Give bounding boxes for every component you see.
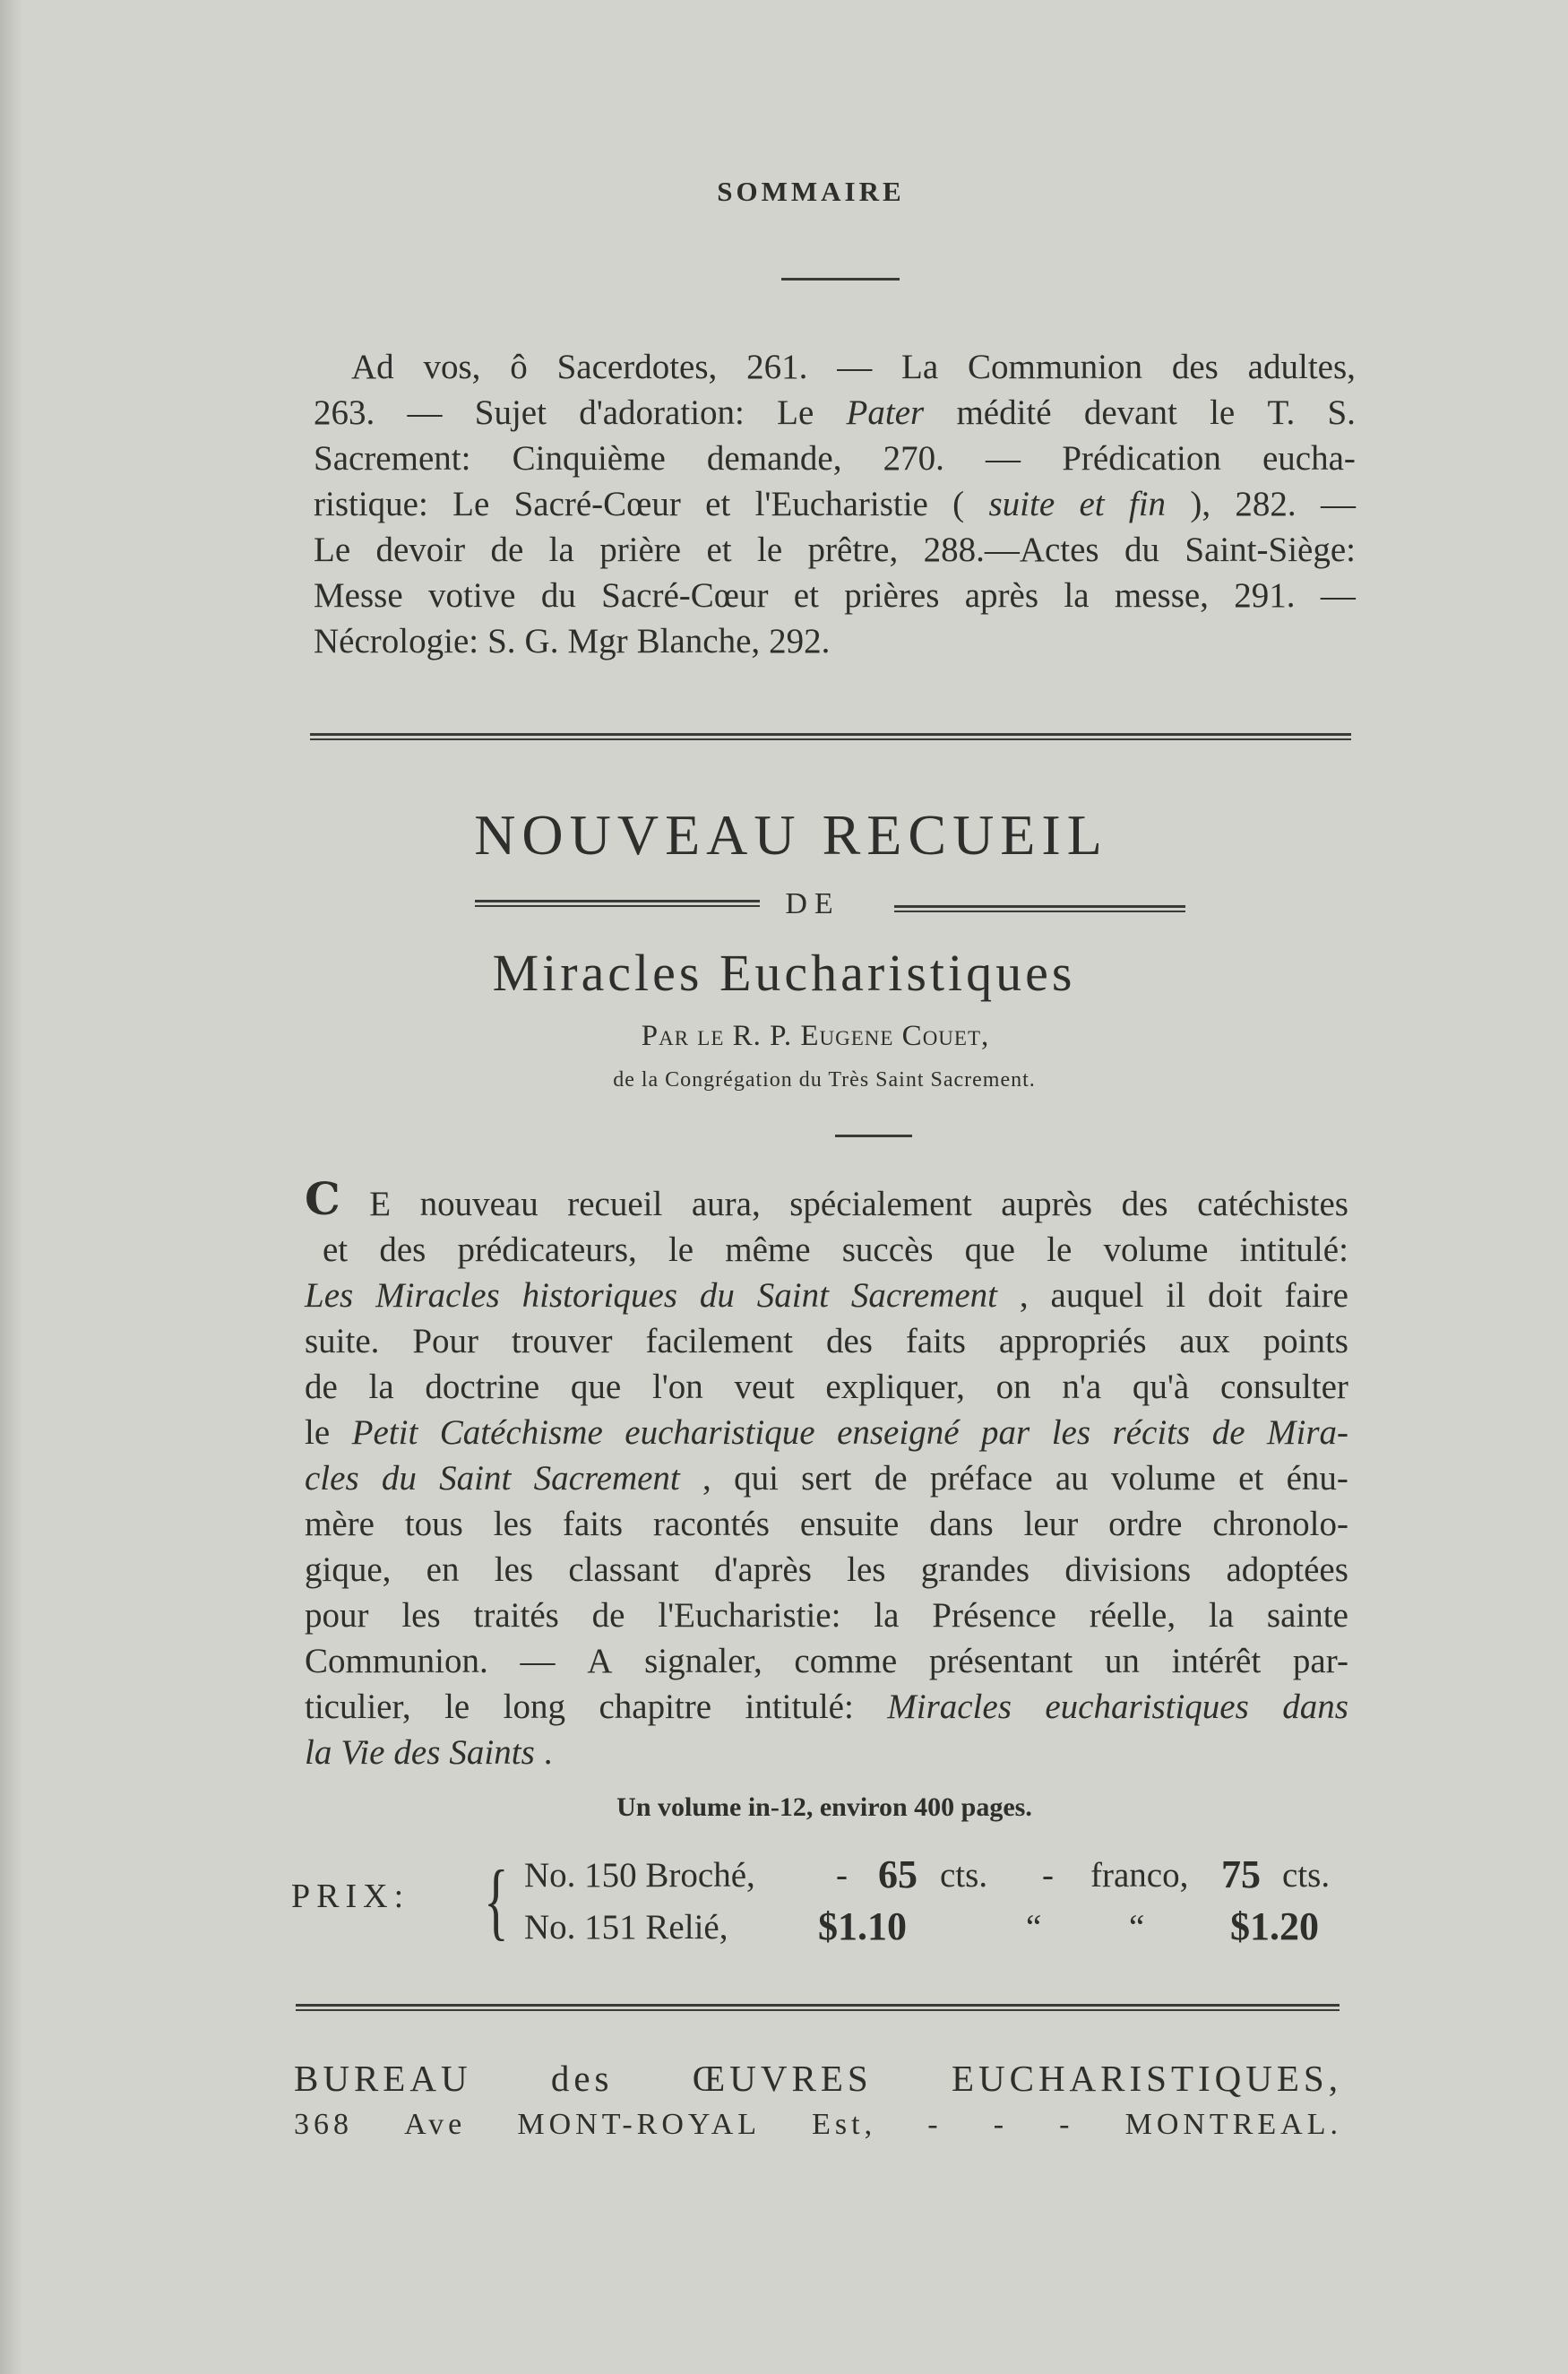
word: Sacrement: bbox=[314, 439, 471, 478]
word: un bbox=[1104, 1642, 1140, 1680]
text-line bbox=[314, 481, 1356, 527]
word: l'Eucharistie bbox=[754, 485, 928, 523]
publisher-address bbox=[294, 2108, 1342, 2142]
word: Le bbox=[777, 393, 814, 432]
word: de bbox=[305, 1368, 338, 1406]
word: spécialement bbox=[789, 1185, 972, 1223]
word: , bbox=[702, 1459, 711, 1498]
italic-word: historiques bbox=[521, 1276, 677, 1315]
italic-word: enseigné bbox=[837, 1413, 960, 1452]
drop-cap: C bbox=[305, 1172, 340, 1225]
word: adoptées bbox=[1226, 1550, 1348, 1589]
word: et bbox=[705, 485, 731, 523]
word: doit bbox=[1207, 1276, 1262, 1315]
word: ristique: bbox=[314, 485, 428, 523]
price-unit: cts. bbox=[940, 1856, 988, 1895]
word: le bbox=[305, 1413, 331, 1452]
word: en bbox=[426, 1550, 460, 1589]
franco-label: “ bbox=[1129, 1908, 1145, 1947]
sommaire-title: SOMMAIRE bbox=[717, 176, 905, 207]
word: le bbox=[668, 1230, 694, 1269]
franco-label: franco, bbox=[1090, 1856, 1189, 1895]
word: aura, bbox=[691, 1185, 761, 1223]
word: du bbox=[540, 576, 576, 615]
franco-unit: cts. bbox=[1282, 1856, 1331, 1895]
word: — bbox=[520, 1642, 556, 1680]
address-part: MONT-ROYAL bbox=[517, 2108, 762, 2141]
italic-word: Petit bbox=[351, 1413, 418, 1452]
word: le bbox=[1210, 393, 1236, 432]
word: succès bbox=[841, 1230, 934, 1269]
word: faits bbox=[905, 1322, 966, 1360]
word: votive bbox=[428, 576, 516, 615]
word: facilement bbox=[645, 1322, 794, 1360]
word: et bbox=[1238, 1459, 1264, 1498]
publisher-name bbox=[294, 2057, 1342, 2100]
word: de bbox=[591, 1596, 625, 1635]
word: les bbox=[493, 1505, 533, 1543]
word: 288.—Actes bbox=[923, 531, 1099, 569]
address-part: 368 bbox=[294, 2108, 353, 2141]
price-separator: “ bbox=[1026, 1908, 1042, 1947]
word: gique, bbox=[305, 1550, 392, 1589]
text-line bbox=[314, 618, 1356, 664]
word: traités bbox=[473, 1596, 559, 1635]
word: ordre bbox=[1108, 1505, 1183, 1543]
italic-word: Miracles bbox=[887, 1688, 1012, 1726]
word: chapitre bbox=[599, 1688, 712, 1726]
italic-word: par bbox=[981, 1413, 1030, 1452]
word: tous bbox=[404, 1505, 463, 1543]
address-part: Est, bbox=[812, 2108, 877, 2141]
italic-word: dans bbox=[1282, 1688, 1348, 1726]
price-label: PRIX: bbox=[291, 1878, 410, 1915]
word: au bbox=[1055, 1459, 1089, 1498]
word: le bbox=[1047, 1230, 1073, 1269]
word: des bbox=[825, 1322, 873, 1360]
word: la bbox=[368, 1368, 394, 1406]
word: l'Eucharistie: bbox=[658, 1596, 841, 1635]
price-value: 65 bbox=[878, 1852, 918, 1896]
word: Sacré-Cœur bbox=[601, 576, 769, 615]
word: G. bbox=[524, 622, 559, 660]
text-line bbox=[314, 344, 1356, 390]
italic-word: Pater bbox=[846, 393, 925, 432]
address-part: Ave bbox=[404, 2108, 467, 2141]
word: ( bbox=[952, 485, 965, 523]
word: prières bbox=[844, 576, 940, 615]
word: Prédication bbox=[1062, 439, 1221, 478]
word: Messe bbox=[314, 576, 403, 615]
word: Sacerdotes, bbox=[556, 348, 718, 386]
word: qui bbox=[734, 1459, 779, 1498]
word: E bbox=[369, 1185, 392, 1223]
text-line bbox=[314, 527, 1356, 573]
word: ), bbox=[1190, 485, 1211, 523]
italic-word: Catéchisme bbox=[439, 1413, 603, 1452]
footer-divider bbox=[296, 2004, 1340, 2011]
word: des bbox=[379, 1230, 426, 1269]
word: après bbox=[964, 576, 1039, 615]
word: sainte bbox=[1266, 1596, 1348, 1635]
volume-info: Un volume in-12, environ 400 pages. bbox=[616, 1792, 1032, 1822]
word: réelle, bbox=[1089, 1596, 1176, 1635]
word: La bbox=[901, 348, 939, 386]
word: classant bbox=[568, 1550, 679, 1589]
italic-word: Saint bbox=[439, 1459, 512, 1498]
word: grandes bbox=[920, 1550, 1030, 1589]
section-divider bbox=[310, 733, 1351, 740]
word: Blanche, bbox=[636, 622, 761, 660]
word: Saint-Siège: bbox=[1185, 531, 1356, 569]
price-value: $1.10 bbox=[818, 1904, 907, 1948]
de-rule-right bbox=[894, 905, 1185, 912]
word: prière bbox=[599, 531, 682, 569]
word: Cinquième bbox=[512, 439, 666, 478]
price-separator: - bbox=[1042, 1856, 1054, 1895]
word: Nécrologie: bbox=[314, 622, 479, 660]
word: aux bbox=[1179, 1322, 1230, 1360]
word: médité bbox=[956, 393, 1052, 432]
italic-word: fin bbox=[1128, 485, 1167, 523]
italic-word: suite bbox=[988, 485, 1055, 523]
word: Sacré-Cœur bbox=[513, 485, 681, 523]
word: expliquer, bbox=[825, 1368, 965, 1406]
word: les bbox=[847, 1550, 886, 1589]
word: ensuite bbox=[799, 1505, 900, 1543]
word: on bbox=[995, 1368, 1031, 1406]
italic-word: cles bbox=[305, 1459, 359, 1498]
word: de bbox=[490, 531, 524, 569]
italic-word: Les bbox=[305, 1276, 354, 1315]
word: — bbox=[407, 393, 443, 432]
word: . bbox=[543, 1733, 553, 1772]
italic-word: Vie bbox=[340, 1733, 385, 1772]
word: suite. bbox=[305, 1322, 380, 1360]
italic-word: récits bbox=[1112, 1413, 1191, 1452]
word: — bbox=[1320, 576, 1356, 615]
word: auprès bbox=[1001, 1185, 1093, 1223]
word: messe, bbox=[1114, 576, 1209, 615]
text-line bbox=[305, 1501, 1348, 1547]
word: le bbox=[444, 1688, 470, 1726]
word: S. bbox=[1327, 393, 1356, 432]
italic-word: eucharistiques bbox=[1045, 1688, 1249, 1726]
word: catéchistes bbox=[1197, 1185, 1348, 1223]
word: la bbox=[1064, 576, 1090, 615]
italic-word: Saints bbox=[449, 1733, 535, 1772]
word: — bbox=[1320, 485, 1356, 523]
word: et bbox=[706, 531, 732, 569]
word: faits bbox=[562, 1505, 624, 1543]
word: il bbox=[1166, 1276, 1186, 1315]
book-subtitle: Miracles Eucharistiques bbox=[492, 944, 1076, 1002]
book-description bbox=[305, 1172, 1348, 1775]
word: d'après bbox=[714, 1550, 812, 1589]
text-line bbox=[314, 390, 1356, 436]
text-line bbox=[305, 1410, 1348, 1455]
book-title: NOUVEAU RECUEIL bbox=[474, 803, 1108, 867]
word: que bbox=[570, 1368, 622, 1406]
title-rule bbox=[781, 278, 900, 281]
word: le bbox=[757, 531, 783, 569]
word: — bbox=[837, 348, 873, 386]
word: leur bbox=[1023, 1505, 1079, 1543]
word: et bbox=[793, 576, 819, 615]
word: T. bbox=[1267, 393, 1296, 432]
publisher-word: des bbox=[550, 2058, 614, 2099]
word: la bbox=[1208, 1596, 1235, 1635]
word: divisions bbox=[1064, 1550, 1192, 1589]
word: énu- bbox=[1286, 1459, 1348, 1498]
italic-word: Sacrement bbox=[533, 1459, 680, 1498]
word: S. bbox=[487, 622, 516, 660]
word: — bbox=[986, 439, 1021, 478]
address-part: - bbox=[927, 2108, 943, 2141]
word: prêtre, bbox=[807, 531, 899, 569]
word: vos, bbox=[423, 348, 481, 386]
word: la bbox=[874, 1596, 900, 1635]
word: 292. bbox=[769, 622, 831, 660]
word: sert bbox=[801, 1459, 852, 1498]
word: 261. bbox=[746, 348, 808, 386]
text-line bbox=[305, 1364, 1348, 1410]
price-dash: - bbox=[836, 1856, 848, 1895]
italic-word: Miracles bbox=[375, 1276, 500, 1315]
word: que bbox=[964, 1230, 1015, 1269]
text-line bbox=[305, 1273, 1348, 1318]
text-line bbox=[305, 1227, 1348, 1273]
word: Mgr bbox=[567, 622, 628, 660]
word: du bbox=[1124, 531, 1159, 569]
text-line bbox=[305, 1730, 1348, 1775]
italic-word: eucharistique bbox=[625, 1413, 815, 1452]
italic-word: Sacrement bbox=[850, 1276, 997, 1315]
word: racontés bbox=[653, 1505, 770, 1543]
text-line bbox=[305, 1684, 1348, 1730]
text-line bbox=[314, 436, 1356, 481]
author-rule bbox=[835, 1135, 912, 1137]
word: 270. bbox=[883, 439, 944, 478]
word: des bbox=[1121, 1185, 1168, 1223]
italic-word: Saint bbox=[756, 1276, 829, 1315]
text-line bbox=[305, 1547, 1348, 1593]
text-line bbox=[305, 1638, 1348, 1684]
word: trouver bbox=[511, 1322, 613, 1360]
italic-word: du bbox=[381, 1459, 417, 1498]
text-line bbox=[305, 1172, 1348, 1227]
price-item: No. 151 Relié, bbox=[524, 1908, 728, 1947]
word: dans bbox=[929, 1505, 994, 1543]
word: consulter bbox=[1219, 1368, 1348, 1406]
word: eucha- bbox=[1262, 439, 1356, 478]
book-congregation: de la Congrégation du Très Saint Sacrement. bbox=[613, 1068, 1036, 1092]
word: Ad bbox=[351, 348, 394, 386]
word: Sujet bbox=[474, 393, 547, 432]
word: 263. bbox=[314, 393, 375, 432]
address-part: MONTREAL. bbox=[1124, 2108, 1342, 2141]
italic-word: la bbox=[305, 1733, 332, 1772]
word: appropriés bbox=[998, 1322, 1147, 1360]
sommaire-text bbox=[314, 344, 1356, 664]
word: pour bbox=[305, 1596, 369, 1635]
word: recueil bbox=[567, 1185, 663, 1223]
word: même bbox=[725, 1230, 811, 1269]
word: intérêt bbox=[1171, 1642, 1262, 1680]
word: signaler, bbox=[644, 1642, 762, 1680]
word: comme bbox=[794, 1642, 898, 1680]
italic-word: et bbox=[1079, 485, 1105, 523]
word: auquel bbox=[1050, 1276, 1144, 1315]
word: la bbox=[548, 531, 574, 569]
italic-word: Mira- bbox=[1267, 1413, 1348, 1452]
word: intitulé: bbox=[745, 1688, 854, 1726]
word: 291. bbox=[1234, 576, 1296, 615]
word: l'on bbox=[651, 1368, 703, 1406]
word: préface bbox=[929, 1459, 1033, 1498]
word: 282. bbox=[1235, 485, 1297, 523]
word: et bbox=[323, 1230, 349, 1269]
franco-price: 75 bbox=[1221, 1852, 1261, 1896]
word: d'adoration: bbox=[579, 393, 745, 432]
word: , bbox=[1019, 1276, 1029, 1315]
word: n'a bbox=[1062, 1368, 1102, 1406]
italic-word: de bbox=[1211, 1413, 1245, 1452]
word: points bbox=[1262, 1322, 1348, 1360]
word: Pour bbox=[412, 1322, 479, 1360]
word: A bbox=[587, 1642, 613, 1680]
word: veut bbox=[734, 1368, 795, 1406]
word: Communion. bbox=[305, 1642, 488, 1680]
italic-word: du bbox=[699, 1276, 735, 1315]
word: devant bbox=[1083, 393, 1177, 432]
word: ticulier, bbox=[305, 1688, 411, 1726]
word: faire bbox=[1284, 1276, 1348, 1315]
word: les bbox=[401, 1596, 441, 1635]
address-part: - bbox=[1059, 2108, 1074, 2141]
word: mère bbox=[305, 1505, 375, 1543]
word: volume bbox=[1110, 1459, 1216, 1498]
word: demande, bbox=[706, 439, 842, 478]
price-brace: { bbox=[484, 1852, 509, 1948]
word: nouveau bbox=[419, 1185, 538, 1223]
word: Communion bbox=[967, 348, 1143, 386]
word: par- bbox=[1292, 1642, 1348, 1680]
word: volume bbox=[1103, 1230, 1209, 1269]
book-author: Par le R. P. Eugene Couet, bbox=[641, 1020, 990, 1052]
text-line bbox=[305, 1455, 1348, 1501]
word: doctrine bbox=[425, 1368, 540, 1406]
publisher-word: BUREAU bbox=[294, 2058, 472, 2099]
word: les bbox=[494, 1550, 534, 1589]
word: long bbox=[503, 1688, 566, 1726]
word: des bbox=[1171, 348, 1219, 386]
text-line bbox=[305, 1318, 1348, 1364]
word: adultes, bbox=[1247, 348, 1356, 386]
italic-word: les bbox=[1051, 1413, 1091, 1452]
word: devoir bbox=[375, 531, 466, 569]
publisher-word: ŒUVRES bbox=[692, 2058, 873, 2099]
publisher-word: EUCHARISTIQUES, bbox=[951, 2058, 1342, 2099]
word: Le bbox=[314, 531, 351, 569]
word: Présence bbox=[932, 1596, 1056, 1635]
word: qu'à bbox=[1132, 1368, 1190, 1406]
word: présentant bbox=[928, 1642, 1073, 1680]
address-part: - bbox=[993, 2108, 1009, 2141]
word: prédicateurs, bbox=[457, 1230, 637, 1269]
text-line bbox=[314, 573, 1356, 618]
italic-word: des bbox=[393, 1733, 441, 1772]
price-item: No. 150 Broché, bbox=[524, 1856, 755, 1895]
word: chronolo- bbox=[1212, 1505, 1348, 1543]
book-title-de: DE bbox=[785, 887, 840, 920]
text-line bbox=[305, 1593, 1348, 1638]
word: ô bbox=[510, 348, 528, 386]
word: intitulé: bbox=[1239, 1230, 1348, 1269]
word: de bbox=[874, 1459, 908, 1498]
franco-price: $1.20 bbox=[1230, 1904, 1319, 1948]
word: Le bbox=[452, 485, 490, 523]
